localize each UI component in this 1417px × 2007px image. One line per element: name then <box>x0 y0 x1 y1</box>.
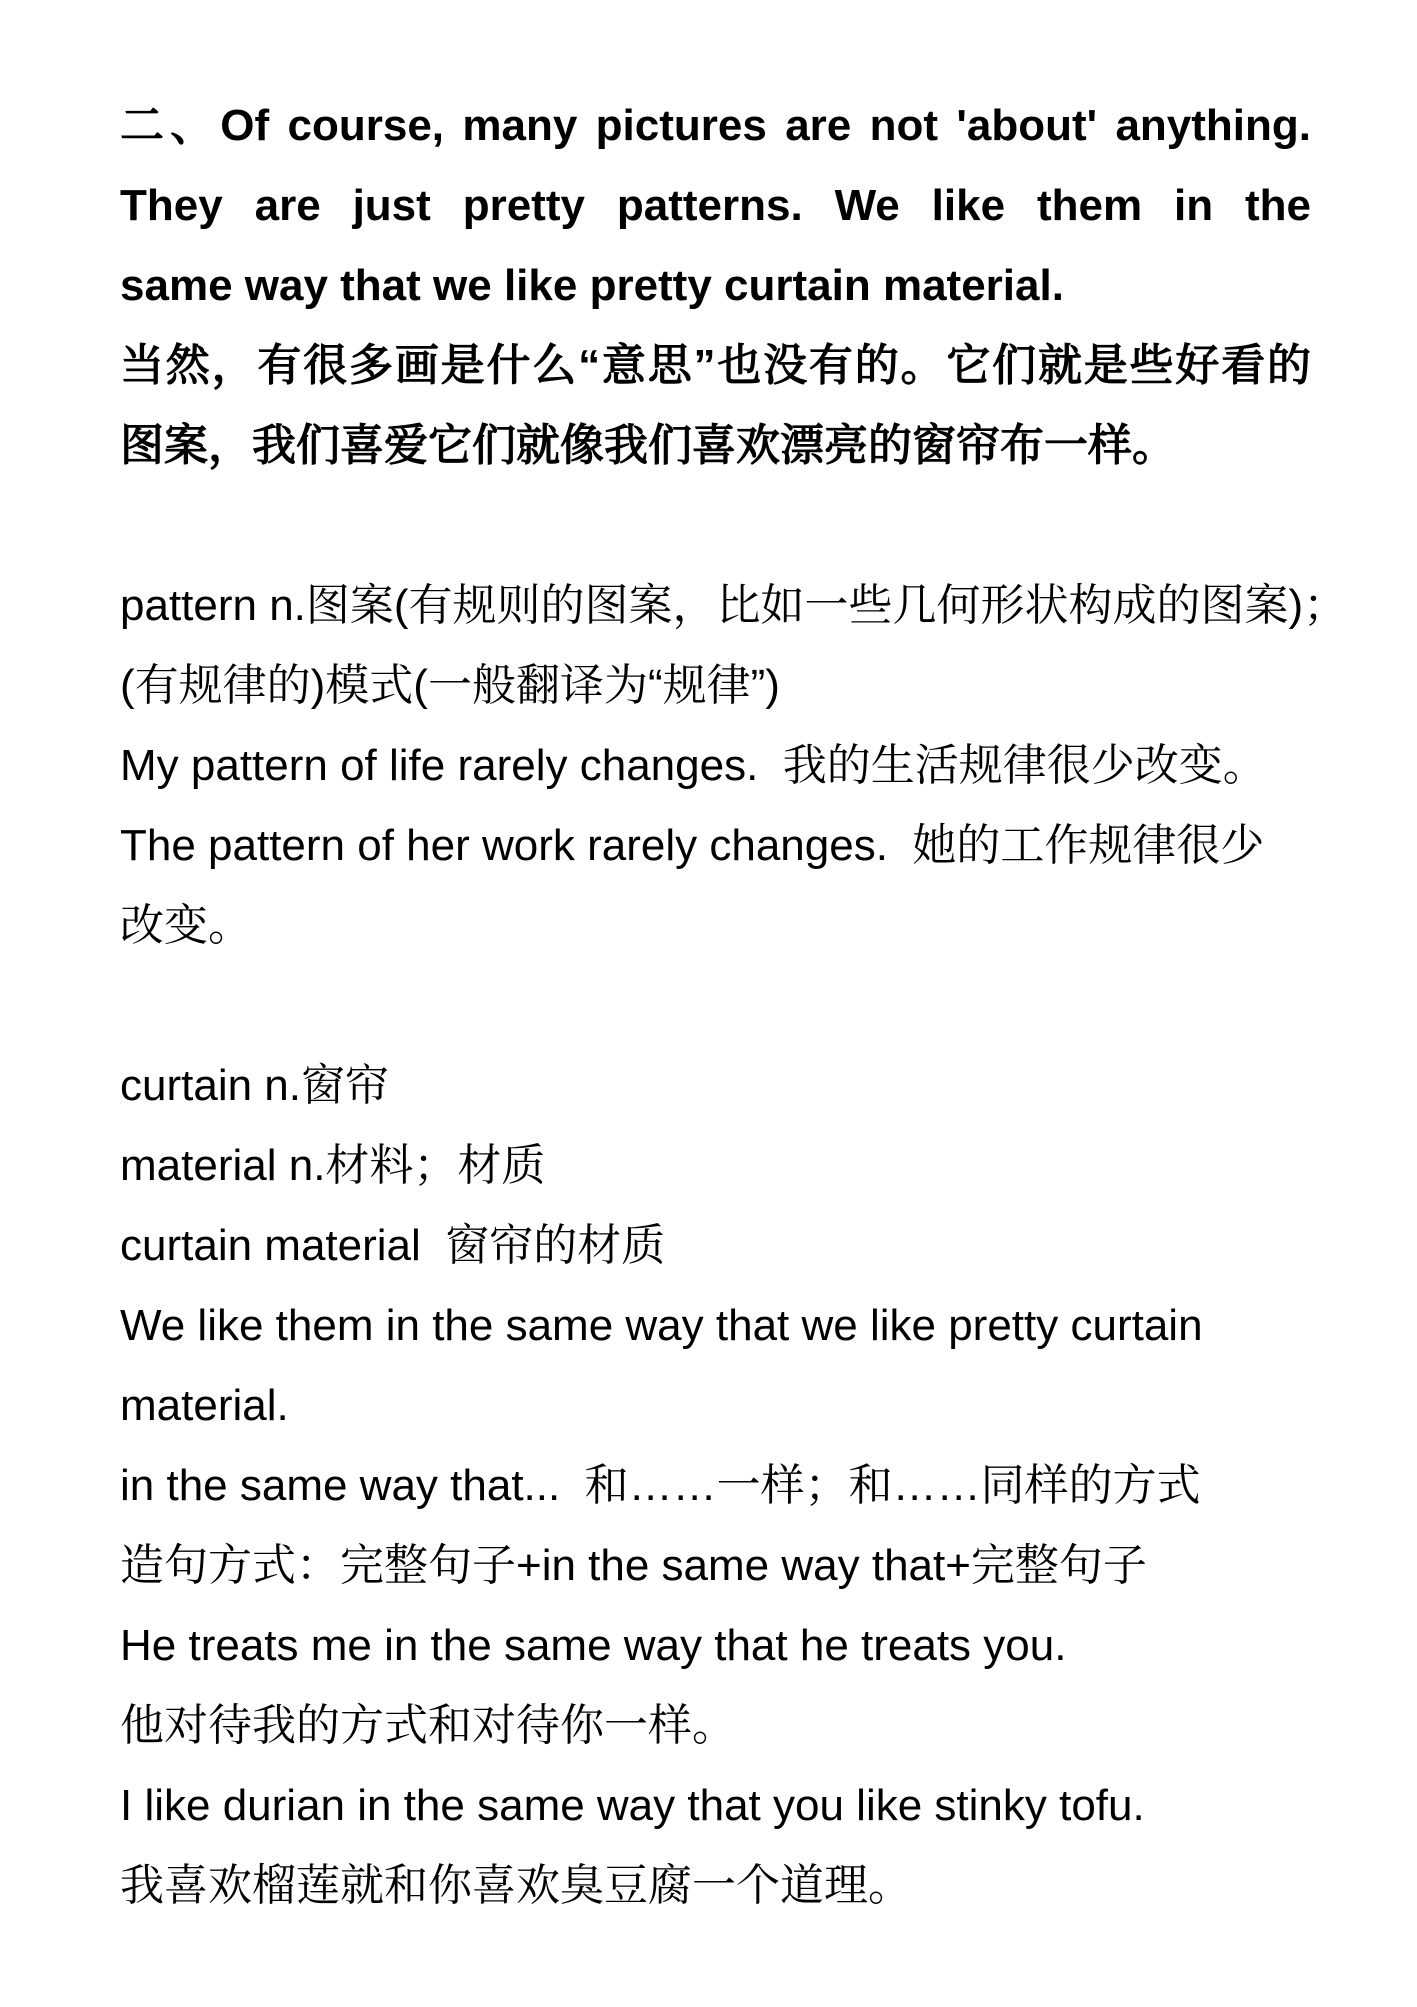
heading-english-line: 二、Of course, many pictures are not 'about' anything. <box>120 101 1311 150</box>
note-line: material n.材料；材质 <box>120 1141 546 1190</box>
paragraph-spacer <box>120 966 1311 1046</box>
heading-chinese-line: 图案，我们喜爱它们就像我们喜欢漂亮的窗帘布一样。 <box>120 421 1176 470</box>
example-sentence-line: He treats me in the same way that he treats you. <box>120 1621 1067 1670</box>
note-line: (有规律的)模式(一般翻译为“规律”) <box>120 661 780 710</box>
pattern-vocabulary-notes <box>120 566 1348 966</box>
example-sentence-line: material. <box>120 1381 289 1430</box>
note-line: in the same way that... 和……一样；和……同样的方式 <box>120 1461 1201 1510</box>
note-line: curtain n.窗帘 <box>120 1061 389 1110</box>
example-sentence-line: My pattern of life rarely changes. 我的生活规律很少改变。 <box>120 741 1267 790</box>
example-translation-line: 他对待我的方式和对待你一样。 <box>120 1701 736 1750</box>
heading-chinese-line: 当然，有很多画是什么“意思”也没有的。它们就是些好看的 <box>120 341 1311 390</box>
note-line: 造句方式：完整句子+in the same way that+完整句子 <box>120 1541 1147 1590</box>
example-translation-line: 我喜欢榴莲就和你喜欢臭豆腐一个道理。 <box>120 1861 912 1910</box>
document-page <box>120 86 1348 1926</box>
paragraph-spacer <box>120 486 1311 566</box>
heading-english-line: They are just pretty patterns. We like them in the <box>120 181 1311 230</box>
heading-english-line: same way that we like pretty curtain material. <box>120 261 1064 310</box>
section-heading <box>120 86 1311 486</box>
note-line: curtain material 窗帘的材质 <box>120 1221 666 1270</box>
example-sentence-line: 改变。 <box>120 901 252 950</box>
note-line: pattern n.图案(有规则的图案，比如一些几何形状构成的图案)； <box>120 581 1348 630</box>
example-sentence-line: I like durian in the same way that you like stinky tofu. <box>120 1781 1145 1830</box>
curtain-vocabulary-notes <box>120 1046 1311 1926</box>
example-sentence-line: We like them in the same way that we like pretty curtain <box>120 1301 1203 1350</box>
example-sentence-line: The pattern of her work rarely changes. 她的工作规律很少 <box>120 821 1265 870</box>
